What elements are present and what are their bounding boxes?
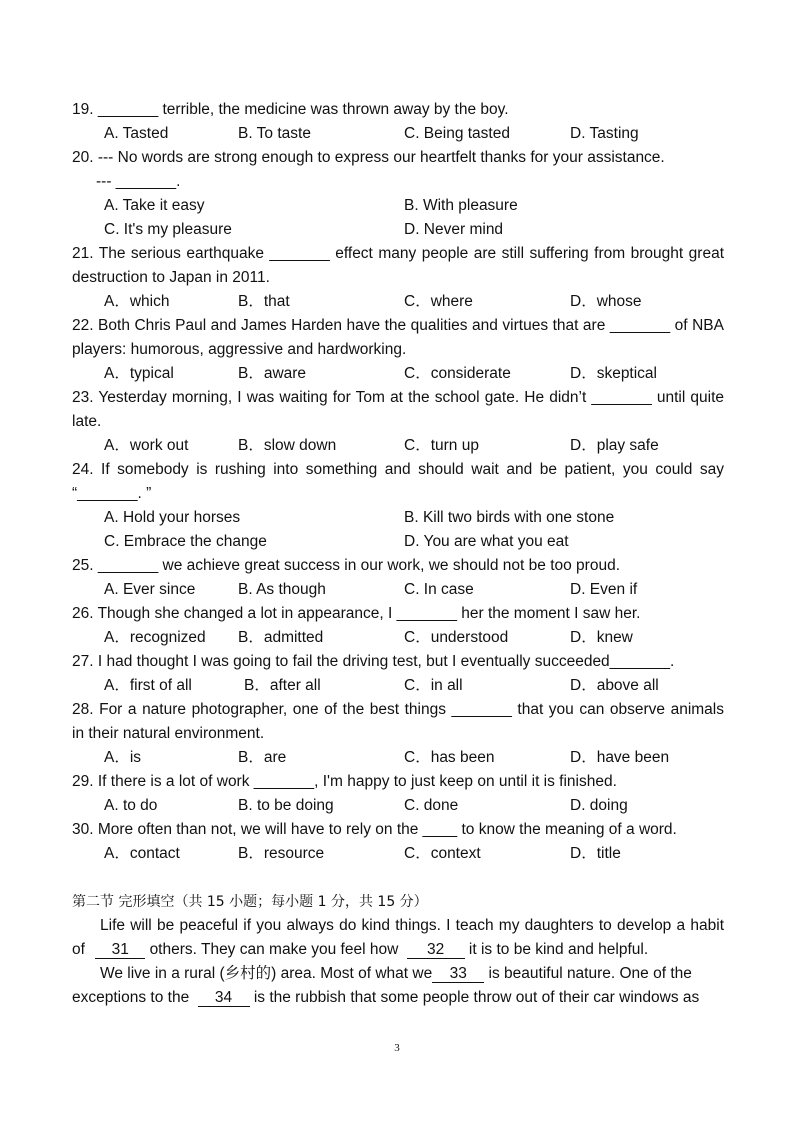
- option-b: B．that: [238, 293, 290, 310]
- page-number: 3: [394, 1042, 400, 1054]
- option-d: D. Even if: [570, 581, 638, 598]
- option-d: D. You are what you eat: [404, 533, 569, 550]
- question-stem-cont: in their natural environment.: [72, 725, 265, 742]
- option-c: C．context: [404, 845, 481, 862]
- question-stem-cont: --- _______.: [96, 173, 181, 190]
- passage-line: [72, 986, 724, 1010]
- question-options: [104, 194, 724, 218]
- option-b: B. As though: [238, 581, 326, 598]
- option-d: D．whose: [570, 293, 642, 310]
- question-options: [104, 842, 724, 866]
- option-a: A．recognized: [104, 629, 206, 646]
- option-d: D．knew: [570, 629, 633, 646]
- question-options: [104, 218, 724, 242]
- option-a: A．is: [104, 749, 142, 766]
- option-c: C. Being tasted: [404, 125, 510, 142]
- question-stem: 26. Though she changed a lot in appearance, I _______ her the moment I saw her.: [72, 605, 641, 622]
- option-d: D．skeptical: [570, 365, 657, 382]
- passage-text: exceptions to the: [72, 989, 190, 1006]
- question-options: [104, 122, 724, 146]
- question-stem: 29. If there is a lot of work _______, I'm happy to just keep on until it is finished.: [72, 773, 617, 790]
- passage-line: [72, 938, 724, 962]
- option-b: B．are: [238, 749, 287, 766]
- question-options: [104, 434, 724, 458]
- passage-text: of: [72, 941, 85, 958]
- question-stem-cont: destruction to Japan in 2011.: [72, 269, 270, 286]
- option-a: A．typical: [104, 365, 174, 382]
- question-stem-cont: “_______. ”: [72, 485, 152, 502]
- section-heading: 第二节 完形填空（共 15 小题；每小题 1 分，共 15 分）: [72, 894, 428, 910]
- question-options: [104, 794, 724, 818]
- option-b: B. to be doing: [238, 797, 334, 814]
- cloze-blank-33: 33: [432, 966, 484, 983]
- passage-text: it is to be kind and helpful.: [468, 941, 649, 958]
- option-a: A．first of all: [104, 677, 192, 694]
- question-options: [104, 530, 724, 554]
- question-stem-cont: players: humorous, aggressive and hardworking.: [72, 341, 407, 358]
- option-c: C．in all: [404, 677, 463, 694]
- question-stem: 20. --- No words are strong enough to express our heartfelt thanks for your assistance.: [72, 149, 665, 166]
- question-options: [104, 674, 724, 698]
- option-b: B. Kill two birds with one stone: [404, 509, 615, 526]
- question-options: [104, 626, 724, 650]
- option-c: C．where: [404, 293, 473, 310]
- passage-text: is beautiful nature. One of the: [488, 965, 692, 982]
- option-c: C. done: [404, 797, 459, 814]
- option-c: C．understood: [404, 629, 509, 646]
- question-stem: 24. If somebody is rushing into something and should wait and be patient, you could say: [72, 461, 724, 478]
- option-d: D．title: [570, 845, 621, 862]
- option-b: B．after all: [244, 677, 321, 694]
- option-b: B. To taste: [238, 125, 311, 142]
- option-d: D. Tasting: [570, 125, 639, 142]
- option-a: A．contact: [104, 845, 180, 862]
- option-a: A. to do: [104, 797, 158, 814]
- passage-text: We live in a rural (乡村的) area. Most of what we: [100, 965, 433, 982]
- option-d: D. doing: [570, 797, 628, 814]
- question-stem: 22. Both Chris Paul and James Harden have the qualities and virtues that are _______ of NBA: [72, 317, 724, 334]
- question-stem: 28. For a nature photographer, one of the best things _______ that you can observe animals: [72, 701, 724, 718]
- option-d: D．have been: [570, 749, 670, 766]
- option-a: A．which: [104, 293, 170, 310]
- question-stem: 23. Yesterday morning, I was waiting for Tom at the school gate. He didn’t _______ until quite: [72, 389, 724, 406]
- option-a: A. Take it easy: [104, 197, 205, 214]
- option-a: A．work out: [104, 437, 189, 454]
- passage-text: others. They can make you feel how: [149, 941, 399, 958]
- passage-line: [100, 962, 724, 986]
- option-b: B．slow down: [238, 437, 337, 454]
- question-stem: 25. _______ we achieve great success in our work, we should not be too proud.: [72, 557, 621, 574]
- option-a: A. Tasted: [104, 125, 169, 142]
- option-b: B. With pleasure: [404, 197, 518, 214]
- question-options: [104, 290, 724, 314]
- option-d: D. Never mind: [404, 221, 504, 238]
- cloze-blank-34: 34: [198, 990, 250, 1007]
- option-c: C．considerate: [404, 365, 511, 382]
- option-a: A. Ever since: [104, 581, 196, 598]
- option-b: B．aware: [238, 365, 307, 382]
- option-c: C．turn up: [404, 437, 479, 454]
- question-options: [104, 362, 724, 386]
- option-c: C. Embrace the change: [104, 533, 267, 550]
- question-stem: 19. _______ terrible, the medicine was thrown away by the boy.: [72, 101, 509, 118]
- option-d: D．above all: [570, 677, 659, 694]
- option-c: C. It's my pleasure: [104, 221, 232, 238]
- option-a: A. Hold your horses: [104, 509, 241, 526]
- question-options: [104, 506, 724, 530]
- option-b: B．resource: [238, 845, 325, 862]
- option-d: D．play safe: [570, 437, 659, 454]
- cloze-blank-31: 31: [95, 942, 145, 959]
- passage-line: Life will be peaceful if you always do kind things. I teach my daughters to develop a habit: [100, 917, 724, 934]
- question-options: [104, 578, 724, 602]
- option-b: B．admitted: [238, 629, 324, 646]
- passage-text: is the rubbish that some people throw out of their car windows as: [253, 989, 700, 1006]
- cloze-blank-32: 32: [407, 942, 465, 959]
- option-c: C. In case: [404, 581, 474, 598]
- question-options: [104, 746, 724, 770]
- question-stem: 21. The serious earthquake _______ effect many people are still suffering from brought great: [72, 245, 724, 262]
- question-stem: 30. More often than not, we will have to rely on the ____ to know the meaning of a word.: [72, 821, 677, 838]
- option-c: C．has been: [404, 749, 495, 766]
- question-stem: 27. I had thought I was going to fail the driving test, but I eventually succeeded_______.: [72, 653, 675, 670]
- question-stem-cont: late.: [72, 413, 102, 430]
